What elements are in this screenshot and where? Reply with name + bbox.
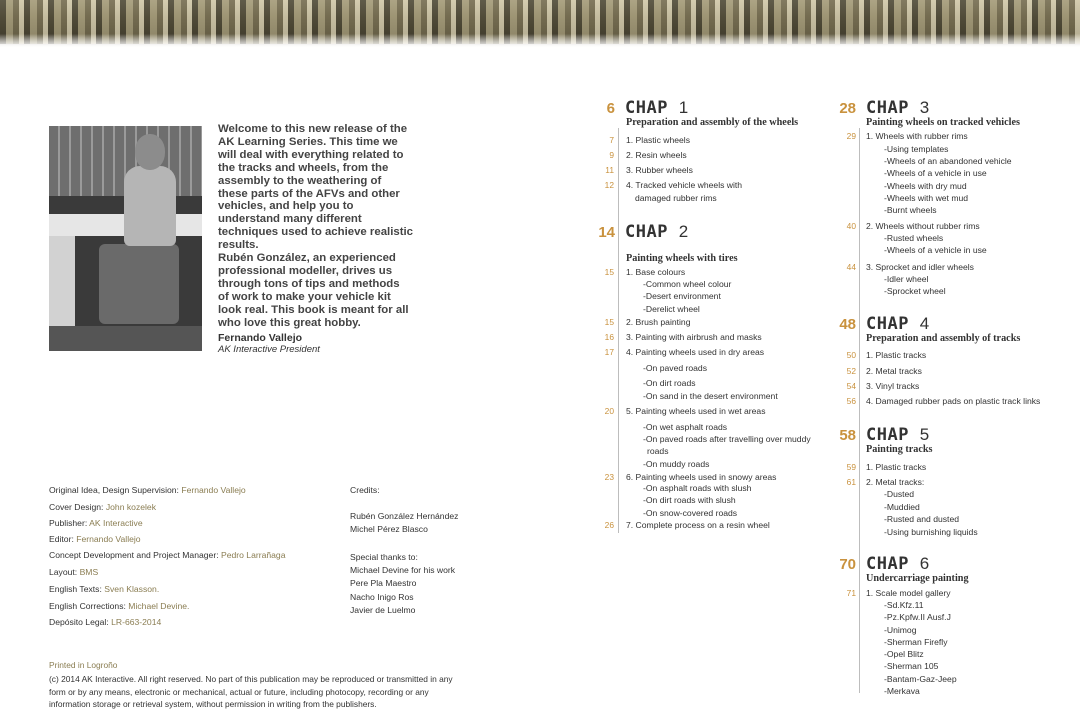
intro-text xyxy=(218,123,413,330)
toc-subitem: -Burnt wheels xyxy=(884,205,937,215)
chapter-3-page: 28 xyxy=(839,100,856,117)
toc-subitem: -Merkava xyxy=(884,686,920,696)
signature-name: Fernando Vallejo xyxy=(218,332,303,344)
toc-item: 2. Brush painting xyxy=(626,317,691,327)
toc-subitem: -Sherman 105 xyxy=(884,661,939,671)
photo-person-legs xyxy=(99,244,179,324)
credits-person: Michel Pérez Blasco xyxy=(350,524,428,534)
credit-label: English Corrections: xyxy=(49,601,129,611)
chapter-number: 2 xyxy=(678,222,689,241)
credit-line xyxy=(49,567,98,577)
credit-label: Original Idea, Design Supervision: xyxy=(49,485,182,495)
toc-item-page: 20 xyxy=(604,406,614,416)
toc-subitem: -Using templates xyxy=(884,144,949,154)
toc-item: 1. Plastic tracks xyxy=(866,350,927,360)
toc-item-page: 23 xyxy=(604,472,614,482)
toc-item-page: 9 xyxy=(609,150,614,160)
chapter-word: CHAP xyxy=(866,314,909,334)
toc-rule xyxy=(859,128,860,693)
toc-item: 1. Plastic wheels xyxy=(626,135,691,145)
chapter-6-subtitle: Undercarriage painting xyxy=(866,573,969,584)
intro-paragraph-1: Welcome to this new release of the AK Learning Series. This time we will deal with everything related to the tracks and wheels, from the assembly to the weathering of these parts of the AFVs and other vehicles, and help you to understand many different techniques used to achieve realistic results. xyxy=(218,123,413,252)
toc-subitem: -Idler wheel xyxy=(884,274,929,284)
credit-line xyxy=(49,485,246,495)
toc-item: 1. Base colours xyxy=(626,267,686,277)
chapter-4-page: 48 xyxy=(839,316,856,333)
toc-item-page: 26 xyxy=(604,520,614,530)
toc-subitem: -Sprocket wheel xyxy=(884,286,946,296)
toc-item: 2. Metal tracks xyxy=(866,366,922,376)
toc-item-page: 52 xyxy=(846,366,856,376)
chapter-word: CHAP xyxy=(625,98,668,118)
signature-title: AK Interactive President xyxy=(218,344,320,355)
credits-person: Rubén González Hernández xyxy=(350,511,459,521)
toc-item: 6. Painting wheels used in snowy areas xyxy=(626,472,777,482)
toc-item: 1. Wheels with rubber rims xyxy=(866,131,968,141)
credit-value: LR-663-2014 xyxy=(111,617,162,627)
toc-item-continued: damaged rubber rims xyxy=(635,193,717,203)
credit-line xyxy=(49,550,285,560)
credit-value: AK Interactive xyxy=(89,518,143,528)
toc-item: 3. Sprocket and idler wheels xyxy=(866,262,974,272)
toc-subitem: -On muddy roads xyxy=(643,459,710,469)
toc-item: 4. Damaged rubber pads on plastic track links xyxy=(866,396,1041,406)
credit-value: Pedro Larrañaga xyxy=(220,550,286,560)
thanks-person: Javier de Luelmo xyxy=(350,605,416,615)
toc-item-page: 44 xyxy=(846,262,856,272)
chapter-word: CHAP xyxy=(866,425,909,445)
toc-subitem: -Wheels with dry mud xyxy=(884,181,967,191)
chapter-1-subtitle: Preparation and assembly of the wheels xyxy=(626,117,799,128)
chapter-2-title xyxy=(625,222,689,242)
toc-subitem: -Opel Blitz xyxy=(884,649,924,659)
chapter-5-title xyxy=(866,425,930,445)
photo-cabinet xyxy=(49,236,75,326)
credit-label: Layout: xyxy=(49,567,80,577)
credit-value: John kozelek xyxy=(105,502,157,512)
chapter-4-subtitle: Preparation and assembly of tracks xyxy=(866,333,1021,344)
toc-item-page: 50 xyxy=(846,350,856,360)
toc-subitem: -Common wheel colour xyxy=(643,279,732,289)
toc-item-page: 40 xyxy=(846,221,856,231)
credit-line xyxy=(49,534,141,544)
toc-subitem: -Pz.Kpfw.II Ausf.J xyxy=(884,612,951,622)
toc-subitem: -On dirt roads xyxy=(643,378,696,388)
thanks-person: Michael Devine for his work xyxy=(350,565,456,575)
credits-heading: Credits: xyxy=(350,485,380,495)
credit-label: Depósito Legal: xyxy=(49,617,112,627)
credit-label: Concept Development and Project Manager: xyxy=(49,550,221,560)
chapter-1-title xyxy=(625,98,689,118)
toc-subitem: -Rusted and dusted xyxy=(884,514,960,524)
toc-item: 2. Resin wheels xyxy=(626,150,687,160)
toc-subitem: -Wheels of a vehicle in use xyxy=(884,245,987,255)
toc-subitem: -Wheels with wet mud xyxy=(884,193,969,203)
toc-item-page: 61 xyxy=(846,477,856,487)
toc-item-page: 15 xyxy=(604,267,614,277)
credit-label: Publisher: xyxy=(49,518,90,528)
toc-item-page: 71 xyxy=(846,588,856,598)
chapter-2-subtitle: Painting wheels with tires xyxy=(626,253,738,264)
toc-item: 4. Painting wheels used in dry areas xyxy=(626,347,765,357)
toc-item-page: 56 xyxy=(846,396,856,406)
chapter-number: 3 xyxy=(919,98,930,117)
toc-item-page: 29 xyxy=(846,131,856,141)
toc-item: 3. Vinyl tracks xyxy=(866,381,920,391)
chapter-word: CHAP xyxy=(625,222,668,242)
toc-subitem: -Wheels of a vehicle in use xyxy=(884,168,987,178)
toc-item-page: 16 xyxy=(604,332,614,342)
toc-subitem: -On sand in the desert environment xyxy=(643,391,778,401)
banner-fade xyxy=(0,34,1080,48)
credit-line xyxy=(49,584,159,594)
credit-line xyxy=(49,617,161,627)
toc-item-page: 59 xyxy=(846,462,856,472)
credit-value: BMS xyxy=(79,567,99,577)
toc-subitem: -On asphalt roads with slush xyxy=(643,483,752,493)
chapter-6-page: 70 xyxy=(839,556,856,573)
author-photo xyxy=(49,126,202,351)
chapter-3-subtitle: Painting wheels on tracked vehicles xyxy=(866,117,1020,128)
toc-item: 1. Plastic tracks xyxy=(866,462,927,472)
toc-subitem: -Rusted wheels xyxy=(884,233,944,243)
toc-subitem: -On dirt roads with slush xyxy=(643,495,736,505)
chapter-word: CHAP xyxy=(866,554,909,574)
chapter-number: 6 xyxy=(919,554,930,573)
toc-rule xyxy=(618,128,619,533)
toc-item: 3. Rubber wheels xyxy=(626,165,693,175)
toc-subitem: -Sherman Firefly xyxy=(884,637,948,647)
photo-floor xyxy=(49,326,202,351)
credit-label: Editor: xyxy=(49,534,77,544)
thanks-person: Nacho Inigo Ros xyxy=(350,592,414,602)
chapter-4-title xyxy=(866,314,930,334)
credit-value: Fernando Vallejo xyxy=(76,534,141,544)
chapter-5-page: 58 xyxy=(839,427,856,444)
photo-person-head xyxy=(135,134,165,170)
credit-label: Cover Design: xyxy=(49,502,106,512)
toc-subitem: -Using burnishing liquids xyxy=(884,527,978,537)
toc-subitem: -On wet asphalt roads xyxy=(643,422,728,432)
toc-subitem-continued: roads xyxy=(647,446,669,456)
toc-item: 5. Painting wheels used in wet areas xyxy=(626,406,766,416)
printed-location: Printed in Logroño xyxy=(49,660,118,670)
toc-item: 2. Wheels without rubber rims xyxy=(866,221,980,231)
credit-value: Michael Devine. xyxy=(128,601,190,611)
chapter-number: 4 xyxy=(919,314,930,333)
toc-subitem: -Unimog xyxy=(884,625,917,635)
toc-item: 1. Scale model gallery xyxy=(866,588,951,598)
intro-paragraph-2: Rubén González, an experienced professional modeller, drives us through tons of tips and methods of work to make your vehicle kit look real. This book is meant for all who love this great hobby. xyxy=(218,252,409,329)
toc-subitem: -Bantam-Gaz-Jeep xyxy=(884,674,957,684)
toc-item: 3. Painting with airbrush and masks xyxy=(626,332,762,342)
chapter-3-title xyxy=(866,98,930,118)
thanks-heading: Special thanks to: xyxy=(350,552,418,562)
chapter-word: CHAP xyxy=(866,98,909,118)
credit-label: English Texts: xyxy=(49,584,105,594)
credit-line xyxy=(49,502,156,512)
toc-item: 4. Tracked vehicle wheels with xyxy=(626,180,743,190)
toc-item-page: 12 xyxy=(604,180,614,190)
toc-item-page: 54 xyxy=(846,381,856,391)
toc-subitem: -Desert environment xyxy=(643,291,721,301)
toc-subitem: -On paved roads after travelling over muddy xyxy=(643,434,811,444)
credit-line xyxy=(49,518,143,528)
toc-subitem: -On snow-covered roads xyxy=(643,508,738,518)
toc-item-page: 11 xyxy=(605,165,614,175)
chapter-number: 1 xyxy=(678,98,689,117)
toc-item: 2. Metal tracks: xyxy=(866,477,925,487)
chapter-6-title xyxy=(866,554,930,574)
chapter-number: 5 xyxy=(919,425,930,444)
copyright-notice: (c) 2014 AK Interactive. All right reserved. No part of this publication may be reproduced or transmitted in any form or by any means, electronic or mechanical, actual or future, including photocopy, recording or any information storage or retrieval system, without permission in writing from the publishers. xyxy=(49,674,453,710)
track-banner-image xyxy=(0,0,1080,48)
chapter-2-page: 14 xyxy=(598,224,615,241)
toc-item-page: 15 xyxy=(604,317,614,327)
toc-subitem: -Dusted xyxy=(884,489,915,499)
toc-item-page: 17 xyxy=(604,347,614,357)
toc-subitem: -Muddied xyxy=(884,502,920,512)
toc-subitem: -Sd.Kfz.11 xyxy=(884,600,924,610)
chapter-1-page: 6 xyxy=(606,100,615,117)
toc-subitem: -Wheels of an abandoned vehicle xyxy=(884,156,1012,166)
thanks-person: Pere Pla Maestro xyxy=(350,578,417,588)
chapter-5-subtitle: Painting tracks xyxy=(866,444,933,455)
credit-value: Sven Klasson. xyxy=(104,584,160,594)
credit-value: Fernando Vallejo xyxy=(181,485,246,495)
toc-item-page: 7 xyxy=(609,135,614,145)
toc-item: 7. Complete process on a resin wheel xyxy=(626,520,770,530)
credit-line xyxy=(49,601,189,611)
photo-person-torso xyxy=(124,166,176,246)
toc-subitem: -Derelict wheel xyxy=(643,304,700,314)
toc-subitem: -On paved roads xyxy=(643,363,708,373)
